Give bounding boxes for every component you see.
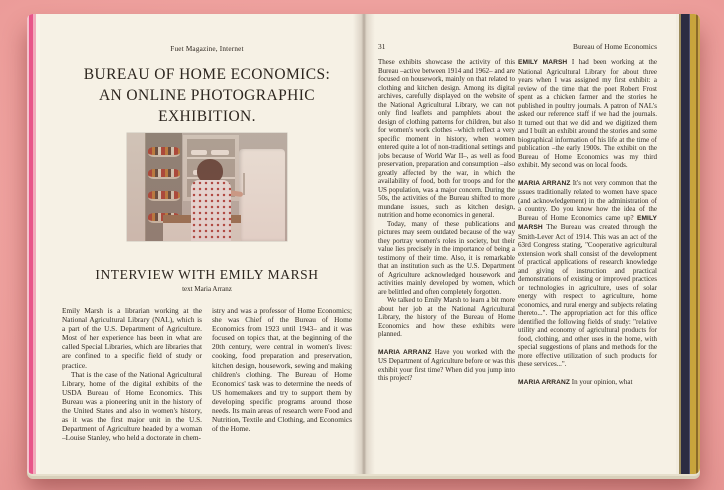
right-page-column-1 bbox=[378, 58, 515, 458]
byline: text Maria Arranz bbox=[182, 285, 232, 293]
open-magazine bbox=[27, 14, 700, 474]
intro-paragraph: istry and was a professor of Home Economics; she was Chief of the Bureau of Home Economics from 1923 until 1943– and it was focused on topics that, at the beginning of the 20th century, were central in women's lives: cooking, food preparation and preservation, kitchen design, housework, sewing and making children's clothing. The Bureau of Home Economics' task was to determine the needs of US homemakers and try to support them by developing specific programs around those needs. Its main areas of research were Food and Nutrition, Textile and Clothing, and Economics of the Home. bbox=[212, 306, 352, 434]
question-answer-paragraph bbox=[518, 179, 657, 369]
photo-pink-tint-overlay bbox=[127, 133, 287, 241]
right-page-column-2 bbox=[518, 58, 657, 458]
question-text: It's not very common that the issues traditionally related to women have space (and acknowledgement) in the administration of a country. Do you know how the idea of the Bureau of Home Economics came up? bbox=[518, 178, 657, 222]
body-paragraph: Today, many of these publications and pictures may seem outdated because of the way they portray women's roles in society, but their value lies precisely in the importance of being a testimony of their time. Also, it is remarkable that an institution such as the U.S. Department of Agriculture acknowledged housework and activities mainly developed by women, which are belittled and often completely forgotten. bbox=[378, 219, 515, 296]
article-title bbox=[52, 64, 362, 127]
speaker-name: MARIA ARRANZ bbox=[518, 179, 571, 187]
question-paragraph bbox=[518, 378, 657, 388]
intro-paragraph: That is the case of the National Agricultural Library, home of the digital exhibits of the USDA Bureau of Home Economics. This Bureau was a pioneering unit in the history of the United States and also in women's history, as it was the first major unit in the U.S. Department of Agriculture headed by a woman –Louise Stanley, who held a doctorate in chem- bbox=[62, 369, 202, 443]
body-paragraph: These exhibits showcase the activity of this Bureau –active between 1914 and 1962– and are focused on housework, mainly on that related to clothing and kitchen design. Among its digital archives, carefully displayed on the website of the National Agricultural Library, we can not only find leaflets and pamphlets about the design of clothing patterns for children, but also for women's work clothes –which reflect a very specific moment in history, when women entered quite a lot of non-traditional settings and jobs because of World War II–, as well as food preservation, preparation and consumption –also greatly affected by the war, in which the availability of food, both for troops and for the US population, was a major concern. During the 50s, the activities of the Bureau shifted to more mundane issues, such as kitchen design, nutrition and home economics in general. bbox=[378, 58, 515, 219]
kitchen-photo bbox=[127, 133, 287, 241]
running-header: Bureau of Home Economics bbox=[573, 42, 657, 51]
spine-gutter-shadow bbox=[353, 14, 375, 474]
question-text: In your opinion, what bbox=[571, 377, 633, 386]
speaker-name: EMILY MARSH bbox=[518, 214, 657, 231]
answer-text: I had been working at the National Agricultural Library for about three years when I was assigned my first exhibit: a review of the time that the poet Robert Frost spent as a chicken farmer and the stories he published in poultry journals. A patron of NAL's asked our reference staff if we had the journals. It turned out that we did and we digitized them and I built an exhibit around the stories and some biographical information of his life at the time of publication –the early 1900s. The exhibit on the Bureau of Home Economics was my third exhibit. My second was on local foods. bbox=[518, 58, 657, 169]
article-title-line-3: EXHIBITION. bbox=[158, 108, 256, 125]
speaker-name: MARIA ARRANZ bbox=[378, 348, 432, 356]
interview-section-title: INTERVIEW WITH EMILY MARSH bbox=[95, 267, 319, 282]
article-title-line-1: BUREAU OF HOME ECONOMICS: bbox=[83, 66, 331, 83]
page-number: 31 bbox=[378, 42, 386, 51]
right-fore-edge-pages bbox=[676, 14, 700, 474]
article-title-line-2: AN ONLINE PHOTOGRAPHIC bbox=[98, 87, 316, 104]
left-page-column-2 bbox=[212, 306, 352, 466]
left-page-column-1 bbox=[62, 306, 202, 466]
speaker-name: EMILY MARSH bbox=[518, 59, 568, 66]
left-page bbox=[40, 14, 363, 474]
question-paragraph bbox=[378, 348, 515, 383]
body-paragraph: We talked to Emily Marsh to learn a bit more about her job at the National Agricultural Library, the history of the Bureau of Home Economics and how these exhibits were planned. bbox=[378, 296, 515, 338]
answer-text: The Bureau was created through the Smith-Lever Act of 1914. This was an act of the 63rd Congress stating, "Cooperative agricultural extension work shall consist of the development of practical applications of research knowledge and giving of instruction and practical demonstrations of existing or improved practices or technologies in agriculture, uses of solar energy with respect to agriculture, home economics, and rural energy and subjects relating thereto...". The appropriation act for this office identified the following fields of study: "relative utility and economy of agricultural products for food, clothing, and other uses in the home, with special suggestions of plans and methods for the more effective utilization of such products for these services...". bbox=[518, 223, 657, 368]
left-fore-edge-pages bbox=[27, 14, 40, 474]
intro-paragraph: Emily Marsh is a librarian working at the National Agricultural Library (NAL), which is a part of the U.S. Department of Agriculture. Most of her experience has been in what are called Special Libraries, which are libraries that are confined to a specific field of study or practice. bbox=[62, 306, 202, 370]
speaker-name: MARIA ARRANZ bbox=[518, 378, 570, 386]
answer-paragraph bbox=[518, 58, 657, 170]
magazine-kicker: Fuet Magazine, Internet bbox=[170, 45, 244, 53]
question-text: Have you worked with the US Department of Agriculture before or was this exhibit your first time? When did you jump into this project? bbox=[378, 347, 515, 382]
right-page bbox=[375, 14, 676, 474]
